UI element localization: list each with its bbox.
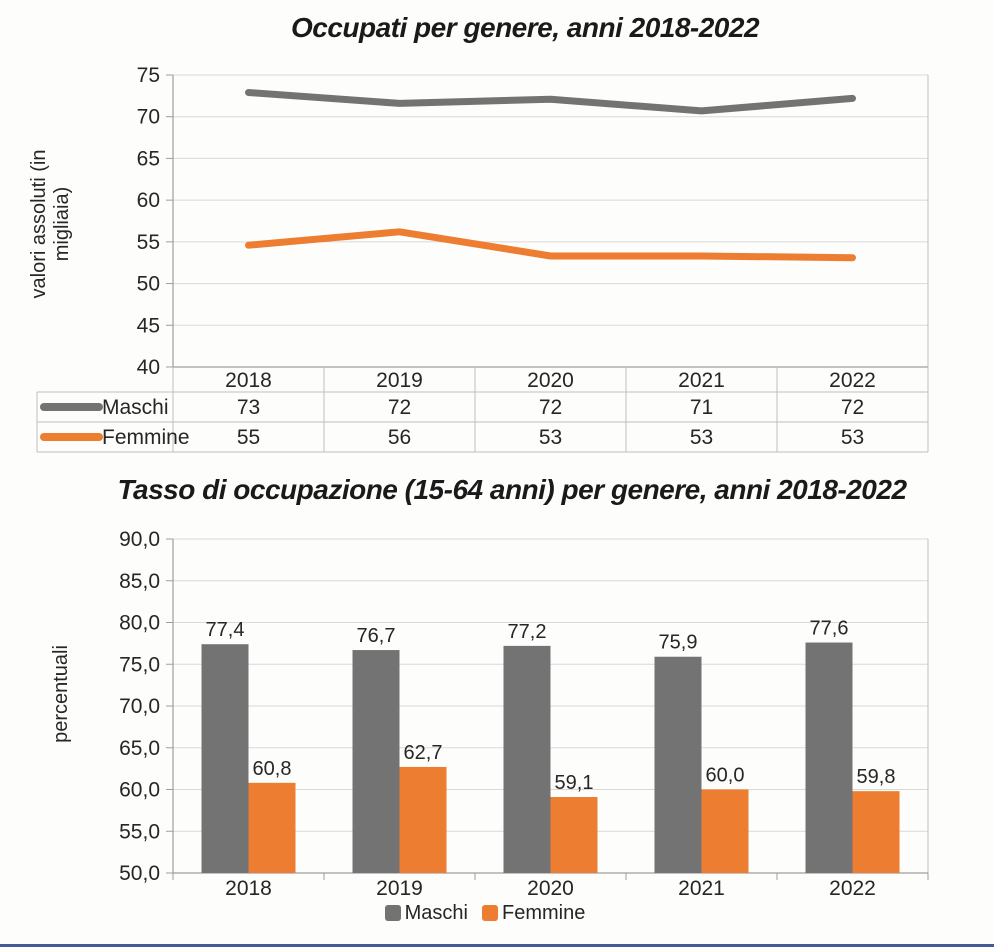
table-series-name: Maschi: [102, 396, 169, 419]
x-category-label: 2019: [376, 877, 423, 900]
table-cell-value: 53: [840, 426, 865, 449]
legend-item-femmine: [482, 902, 585, 925]
bar-chart-title: Tasso di occupazione (15-64 anni) per genere, anni 2018-2022: [117, 474, 907, 505]
bar-chart-y-axis-label: percentuali: [50, 645, 72, 743]
y-tick-label: 50,0: [119, 862, 160, 885]
table-cell-value: 53: [538, 426, 563, 449]
bar-maschi-2022: [806, 643, 853, 873]
y-tick-label: 75: [136, 64, 160, 87]
bar-value-label: 59,1: [554, 772, 594, 795]
y-tick-label: 75,0: [119, 653, 160, 677]
bar-maschi-2019: [353, 650, 400, 873]
y-tick-label: 40: [136, 356, 160, 379]
bar-femmine-2018: [249, 783, 296, 873]
bar-femmine-2022: [853, 791, 900, 873]
bar-chart-legend: [0, 901, 982, 925]
y-tick-label: 70,0: [119, 695, 160, 718]
bottom-divider: [0, 944, 994, 947]
bar-value-label: 77,6: [809, 617, 849, 640]
series-line-maschi: [249, 93, 853, 111]
y-tick-label: 55: [136, 230, 160, 254]
legend-label-femmine: Femmine: [502, 901, 586, 924]
maschi-swatch-icon: [385, 905, 401, 921]
table-cell-value: 72: [387, 396, 412, 419]
table-year-label: 2021: [678, 369, 725, 392]
x-category-label: 2020: [527, 877, 574, 900]
table-year-label: 2019: [376, 369, 423, 392]
y-tick-label: 45: [136, 314, 160, 338]
table-cell-value: 53: [689, 426, 714, 449]
table-cell-value: 56: [387, 426, 412, 449]
bar-femmine-2020: [551, 797, 598, 873]
bar-femmine-2019: [400, 767, 447, 873]
bar-maschi-2018: [202, 644, 249, 873]
y-tick-label: 60: [136, 189, 160, 213]
y-tick-label: 70: [136, 105, 160, 129]
table-year-label: 2018: [225, 369, 272, 392]
table-series-name: Femmine: [102, 426, 190, 449]
bar-value-label: 77,4: [205, 619, 245, 642]
y-tick-label: 65,0: [119, 736, 160, 760]
y-tick-label: 60,0: [119, 778, 160, 802]
bar-value-label: 77,2: [507, 620, 547, 643]
femmine-swatch-icon: [482, 905, 498, 921]
bar-maschi-2021: [655, 657, 702, 873]
bar-value-label: 59,8: [856, 766, 896, 789]
table-year-label: 2020: [527, 369, 574, 392]
x-category-label: 2018: [225, 877, 272, 900]
table-cell-value: 72: [840, 396, 865, 419]
y-tick-label: 50: [136, 272, 160, 296]
bar-maschi-2020: [504, 646, 551, 873]
table-cell-value: 55: [236, 426, 261, 449]
bar-value-label: 60,0: [705, 764, 745, 787]
bar-value-label: 75,9: [658, 631, 698, 654]
line-chart-y-axis-label: valori assoluti (in migliaia): [28, 149, 73, 299]
series-line-femmine: [249, 232, 853, 258]
legend-label-maschi: Maschi: [404, 901, 468, 924]
y-tick-label: 85,0: [119, 569, 160, 593]
y-tick-label: 65: [136, 147, 160, 171]
bar-value-label: 60,8: [252, 757, 292, 780]
y-tick-label: 55,0: [119, 820, 160, 844]
x-category-label: 2021: [678, 877, 725, 900]
table-cell-value: 72: [538, 396, 563, 419]
x-category-label: 2022: [829, 877, 876, 900]
table-year-label: 2022: [829, 369, 876, 392]
bar-value-label: 76,7: [356, 625, 396, 648]
bar-femmine-2021: [702, 790, 749, 874]
bar-chart-canvas: [0, 518, 994, 903]
bar-value-label: 62,7: [403, 741, 443, 764]
line-chart-canvas: [0, 55, 994, 455]
line-chart-title: Occupati per genere, anni 2018-2022: [290, 12, 760, 43]
legend-item-maschi: [385, 902, 468, 925]
y-tick-label: 90,0: [119, 528, 160, 551]
table-cell-value: 71: [689, 396, 714, 419]
y-tick-label: 80,0: [119, 611, 160, 635]
table-cell-value: 73: [236, 396, 261, 419]
